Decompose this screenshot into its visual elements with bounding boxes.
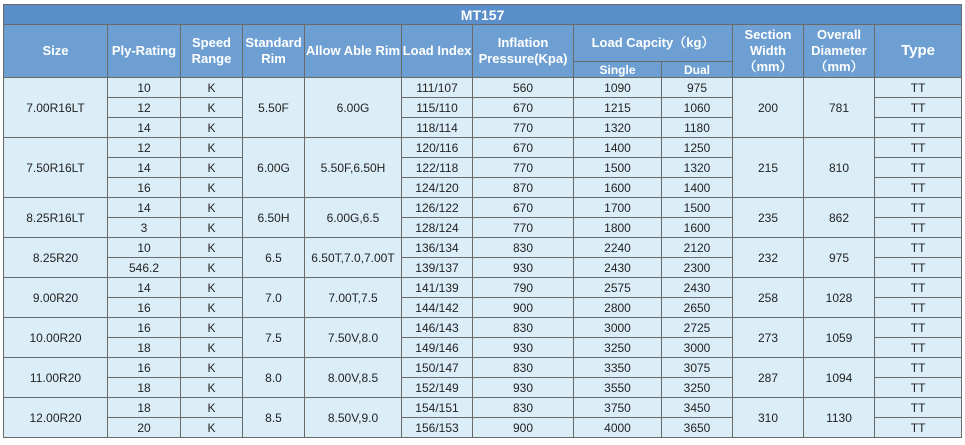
header-section-width: Section Width （mm） bbox=[733, 25, 804, 78]
load-index-cell: 150/147 bbox=[402, 358, 473, 378]
speed-range-cell: K bbox=[181, 318, 243, 338]
inflation-pressure-cell: 900 bbox=[473, 298, 574, 318]
speed-range-cell: K bbox=[181, 418, 243, 438]
header-inflation-pressure: Inflation Pressure(Kpa) bbox=[473, 25, 574, 78]
load-single-cell: 3750 bbox=[574, 398, 662, 418]
inflation-pressure-cell: 790 bbox=[473, 278, 574, 298]
load-single-cell: 1800 bbox=[574, 218, 662, 238]
table-row bbox=[4, 278, 962, 298]
size-cell: 7.00R16LT bbox=[4, 78, 108, 138]
type-cell: TT bbox=[875, 338, 962, 358]
inflation-pressure-cell: 770 bbox=[473, 218, 574, 238]
size-cell: 7.50R16LT bbox=[4, 138, 108, 198]
load-index-cell: 115/110 bbox=[402, 98, 473, 118]
section-width-cell: 273 bbox=[733, 318, 804, 358]
type-cell: TT bbox=[875, 78, 962, 98]
inflation-pressure-cell: 770 bbox=[473, 158, 574, 178]
ply-rating-cell: 20 bbox=[108, 418, 181, 438]
speed-range-cell: K bbox=[181, 258, 243, 278]
size-cell: 11.00R20 bbox=[4, 358, 108, 398]
load-dual-cell: 1060 bbox=[662, 98, 733, 118]
load-index-cell: 146/143 bbox=[402, 318, 473, 338]
load-dual-cell: 1400 bbox=[662, 178, 733, 198]
header-type: Type bbox=[875, 25, 962, 78]
allow-able-rim-cell: 7.00T,7.5 bbox=[305, 278, 402, 318]
load-single-cell: 3350 bbox=[574, 358, 662, 378]
load-single-cell: 2575 bbox=[574, 278, 662, 298]
type-cell: TT bbox=[875, 118, 962, 138]
type-cell: TT bbox=[875, 318, 962, 338]
size-cell: 10.00R20 bbox=[4, 318, 108, 358]
table-row bbox=[4, 398, 962, 418]
table-body bbox=[4, 78, 962, 438]
load-index-cell: 118/114 bbox=[402, 118, 473, 138]
type-cell: TT bbox=[875, 218, 962, 238]
load-single-cell: 2240 bbox=[574, 238, 662, 258]
standard-rim-cell: 8.5 bbox=[243, 398, 305, 438]
speed-range-cell: K bbox=[181, 138, 243, 158]
inflation-pressure-cell: 930 bbox=[473, 338, 574, 358]
inflation-pressure-cell: 770 bbox=[473, 118, 574, 138]
load-index-cell: 156/153 bbox=[402, 418, 473, 438]
load-single-cell: 3550 bbox=[574, 378, 662, 398]
header-ply-rating: Ply-Rating bbox=[108, 25, 181, 78]
speed-range-cell: K bbox=[181, 198, 243, 218]
load-index-cell: 111/107 bbox=[402, 78, 473, 98]
inflation-pressure-cell: 930 bbox=[473, 258, 574, 278]
inflation-pressure-cell: 930 bbox=[473, 378, 574, 398]
header-overall-diameter: Overall Diameter （mm） bbox=[804, 25, 875, 78]
table-title: MT157 bbox=[4, 5, 962, 25]
standard-rim-cell: 7.5 bbox=[243, 318, 305, 358]
standard-rim-cell: 6.5 bbox=[243, 238, 305, 278]
load-dual-cell: 1600 bbox=[662, 218, 733, 238]
ply-rating-cell: 18 bbox=[108, 338, 181, 358]
load-dual-cell: 1500 bbox=[662, 198, 733, 218]
overall-diameter-cell: 810 bbox=[804, 138, 875, 198]
header-size: Size bbox=[4, 25, 108, 78]
load-dual-cell: 3650 bbox=[662, 418, 733, 438]
section-width-cell: 232 bbox=[733, 238, 804, 278]
table-row bbox=[4, 198, 962, 218]
overall-diameter-cell: 781 bbox=[804, 78, 875, 138]
table-row bbox=[4, 358, 962, 378]
overall-diameter-cell: 1028 bbox=[804, 278, 875, 318]
type-cell: TT bbox=[875, 198, 962, 218]
speed-range-cell: K bbox=[181, 298, 243, 318]
header-allow-able-rim: Allow Able Rim bbox=[305, 25, 402, 78]
header-load-index: Load Index bbox=[402, 25, 473, 78]
load-single-cell: 1400 bbox=[574, 138, 662, 158]
ply-rating-cell: 14 bbox=[108, 158, 181, 178]
load-dual-cell: 2725 bbox=[662, 318, 733, 338]
inflation-pressure-cell: 870 bbox=[473, 178, 574, 198]
load-index-cell: 139/137 bbox=[402, 258, 473, 278]
load-index-cell: 141/139 bbox=[402, 278, 473, 298]
speed-range-cell: K bbox=[181, 178, 243, 198]
table-row bbox=[4, 78, 962, 98]
inflation-pressure-cell: 560 bbox=[473, 78, 574, 98]
load-single-cell: 1215 bbox=[574, 98, 662, 118]
load-single-cell: 3250 bbox=[574, 338, 662, 358]
load-single-cell: 1320 bbox=[574, 118, 662, 138]
load-dual-cell: 975 bbox=[662, 78, 733, 98]
table-row bbox=[4, 318, 962, 338]
allow-able-rim-cell: 6.00G bbox=[305, 78, 402, 138]
load-index-cell: 124/120 bbox=[402, 178, 473, 198]
inflation-pressure-cell: 670 bbox=[473, 98, 574, 118]
type-cell: TT bbox=[875, 278, 962, 298]
type-cell: TT bbox=[875, 178, 962, 198]
ply-rating-cell: 16 bbox=[108, 318, 181, 338]
load-index-cell: 136/134 bbox=[402, 238, 473, 258]
ply-rating-cell: 12 bbox=[108, 98, 181, 118]
speed-range-cell: K bbox=[181, 158, 243, 178]
type-cell: TT bbox=[875, 418, 962, 438]
ply-rating-cell: 3 bbox=[108, 218, 181, 238]
type-cell: TT bbox=[875, 378, 962, 398]
size-cell: 8.25R16LT bbox=[4, 198, 108, 238]
speed-range-cell: K bbox=[181, 218, 243, 238]
speed-range-cell: K bbox=[181, 78, 243, 98]
type-cell: TT bbox=[875, 158, 962, 178]
speed-range-cell: K bbox=[181, 278, 243, 298]
table-row bbox=[4, 138, 962, 158]
allow-able-rim-cell: 8.00V,8.5 bbox=[305, 358, 402, 398]
standard-rim-cell: 5.50F bbox=[243, 78, 305, 138]
load-dual-cell: 1180 bbox=[662, 118, 733, 138]
section-width-cell: 200 bbox=[733, 78, 804, 138]
allow-able-rim-cell: 6.00G,6.5 bbox=[305, 198, 402, 238]
inflation-pressure-cell: 670 bbox=[473, 138, 574, 158]
size-cell: 8.25R20 bbox=[4, 238, 108, 278]
section-width-cell: 235 bbox=[733, 198, 804, 238]
load-single-cell: 2430 bbox=[574, 258, 662, 278]
load-single-cell: 4000 bbox=[574, 418, 662, 438]
table-row bbox=[4, 238, 962, 258]
inflation-pressure-cell: 830 bbox=[473, 398, 574, 418]
type-cell: TT bbox=[875, 358, 962, 378]
inflation-pressure-cell: 900 bbox=[473, 418, 574, 438]
load-dual-cell: 1250 bbox=[662, 138, 733, 158]
header-load-capacity: Load Capcity（kg） bbox=[574, 25, 733, 62]
ply-rating-cell: 18 bbox=[108, 398, 181, 418]
standard-rim-cell: 7.0 bbox=[243, 278, 305, 318]
size-cell: 12.00R20 bbox=[4, 398, 108, 438]
load-single-cell: 1500 bbox=[574, 158, 662, 178]
inflation-pressure-cell: 670 bbox=[473, 198, 574, 218]
header-speed-range: Speed Range bbox=[181, 25, 243, 78]
load-dual-cell: 2650 bbox=[662, 298, 733, 318]
load-index-cell: 122/118 bbox=[402, 158, 473, 178]
ply-rating-cell: 16 bbox=[108, 298, 181, 318]
ply-rating-cell: 546.2 bbox=[108, 258, 181, 278]
inflation-pressure-cell: 830 bbox=[473, 358, 574, 378]
allow-able-rim-cell: 8.50V,9.0 bbox=[305, 398, 402, 438]
ply-rating-cell: 10 bbox=[108, 78, 181, 98]
header-dual: Dual bbox=[662, 62, 733, 78]
header-single: Single bbox=[574, 62, 662, 78]
type-cell: TT bbox=[875, 138, 962, 158]
load-single-cell: 2800 bbox=[574, 298, 662, 318]
allow-able-rim-cell: 6.50T,7.0,7.00T bbox=[305, 238, 402, 278]
speed-range-cell: K bbox=[181, 378, 243, 398]
overall-diameter-cell: 1130 bbox=[804, 398, 875, 438]
inflation-pressure-cell: 830 bbox=[473, 318, 574, 338]
ply-rating-cell: 18 bbox=[108, 378, 181, 398]
section-width-cell: 287 bbox=[733, 358, 804, 398]
ply-rating-cell: 10 bbox=[108, 238, 181, 258]
speed-range-cell: K bbox=[181, 238, 243, 258]
load-single-cell: 1600 bbox=[574, 178, 662, 198]
ply-rating-cell: 16 bbox=[108, 178, 181, 198]
type-cell: TT bbox=[875, 298, 962, 318]
overall-diameter-cell: 975 bbox=[804, 238, 875, 278]
load-dual-cell: 3000 bbox=[662, 338, 733, 358]
standard-rim-cell: 6.50H bbox=[243, 198, 305, 238]
load-index-cell: 154/151 bbox=[402, 398, 473, 418]
load-dual-cell: 2300 bbox=[662, 258, 733, 278]
inflation-pressure-cell: 830 bbox=[473, 238, 574, 258]
size-cell: 9.00R20 bbox=[4, 278, 108, 318]
tire-spec-table bbox=[3, 4, 962, 438]
section-width-cell: 310 bbox=[733, 398, 804, 438]
load-dual-cell: 3075 bbox=[662, 358, 733, 378]
load-dual-cell: 2120 bbox=[662, 238, 733, 258]
speed-range-cell: K bbox=[181, 398, 243, 418]
load-index-cell: 152/149 bbox=[402, 378, 473, 398]
ply-rating-cell: 14 bbox=[108, 118, 181, 138]
allow-able-rim-cell: 5.50F,6.50H bbox=[305, 138, 402, 198]
load-index-cell: 126/122 bbox=[402, 198, 473, 218]
ply-rating-cell: 14 bbox=[108, 278, 181, 298]
allow-able-rim-cell: 7.50V,8.0 bbox=[305, 318, 402, 358]
load-single-cell: 3000 bbox=[574, 318, 662, 338]
standard-rim-cell: 8.0 bbox=[243, 358, 305, 398]
ply-rating-cell: 14 bbox=[108, 198, 181, 218]
ply-rating-cell: 16 bbox=[108, 358, 181, 378]
speed-range-cell: K bbox=[181, 358, 243, 378]
load-dual-cell: 3250 bbox=[662, 378, 733, 398]
load-dual-cell: 1320 bbox=[662, 158, 733, 178]
standard-rim-cell: 6.00G bbox=[243, 138, 305, 198]
type-cell: TT bbox=[875, 258, 962, 278]
load-single-cell: 1700 bbox=[574, 198, 662, 218]
overall-diameter-cell: 1094 bbox=[804, 358, 875, 398]
section-width-cell: 215 bbox=[733, 138, 804, 198]
load-index-cell: 128/124 bbox=[402, 218, 473, 238]
load-dual-cell: 3450 bbox=[662, 398, 733, 418]
overall-diameter-cell: 1059 bbox=[804, 318, 875, 358]
load-dual-cell: 2430 bbox=[662, 278, 733, 298]
load-index-cell: 120/116 bbox=[402, 138, 473, 158]
type-cell: TT bbox=[875, 238, 962, 258]
header-standard-rim: Standard Rim bbox=[243, 25, 305, 78]
speed-range-cell: K bbox=[181, 118, 243, 138]
speed-range-cell: K bbox=[181, 98, 243, 118]
load-index-cell: 149/146 bbox=[402, 338, 473, 358]
load-single-cell: 1090 bbox=[574, 78, 662, 98]
section-width-cell: 258 bbox=[733, 278, 804, 318]
type-cell: TT bbox=[875, 398, 962, 418]
ply-rating-cell: 12 bbox=[108, 138, 181, 158]
type-cell: TT bbox=[875, 98, 962, 118]
load-index-cell: 144/142 bbox=[402, 298, 473, 318]
overall-diameter-cell: 862 bbox=[804, 198, 875, 238]
spec-table-container bbox=[3, 4, 962, 438]
speed-range-cell: K bbox=[181, 338, 243, 358]
